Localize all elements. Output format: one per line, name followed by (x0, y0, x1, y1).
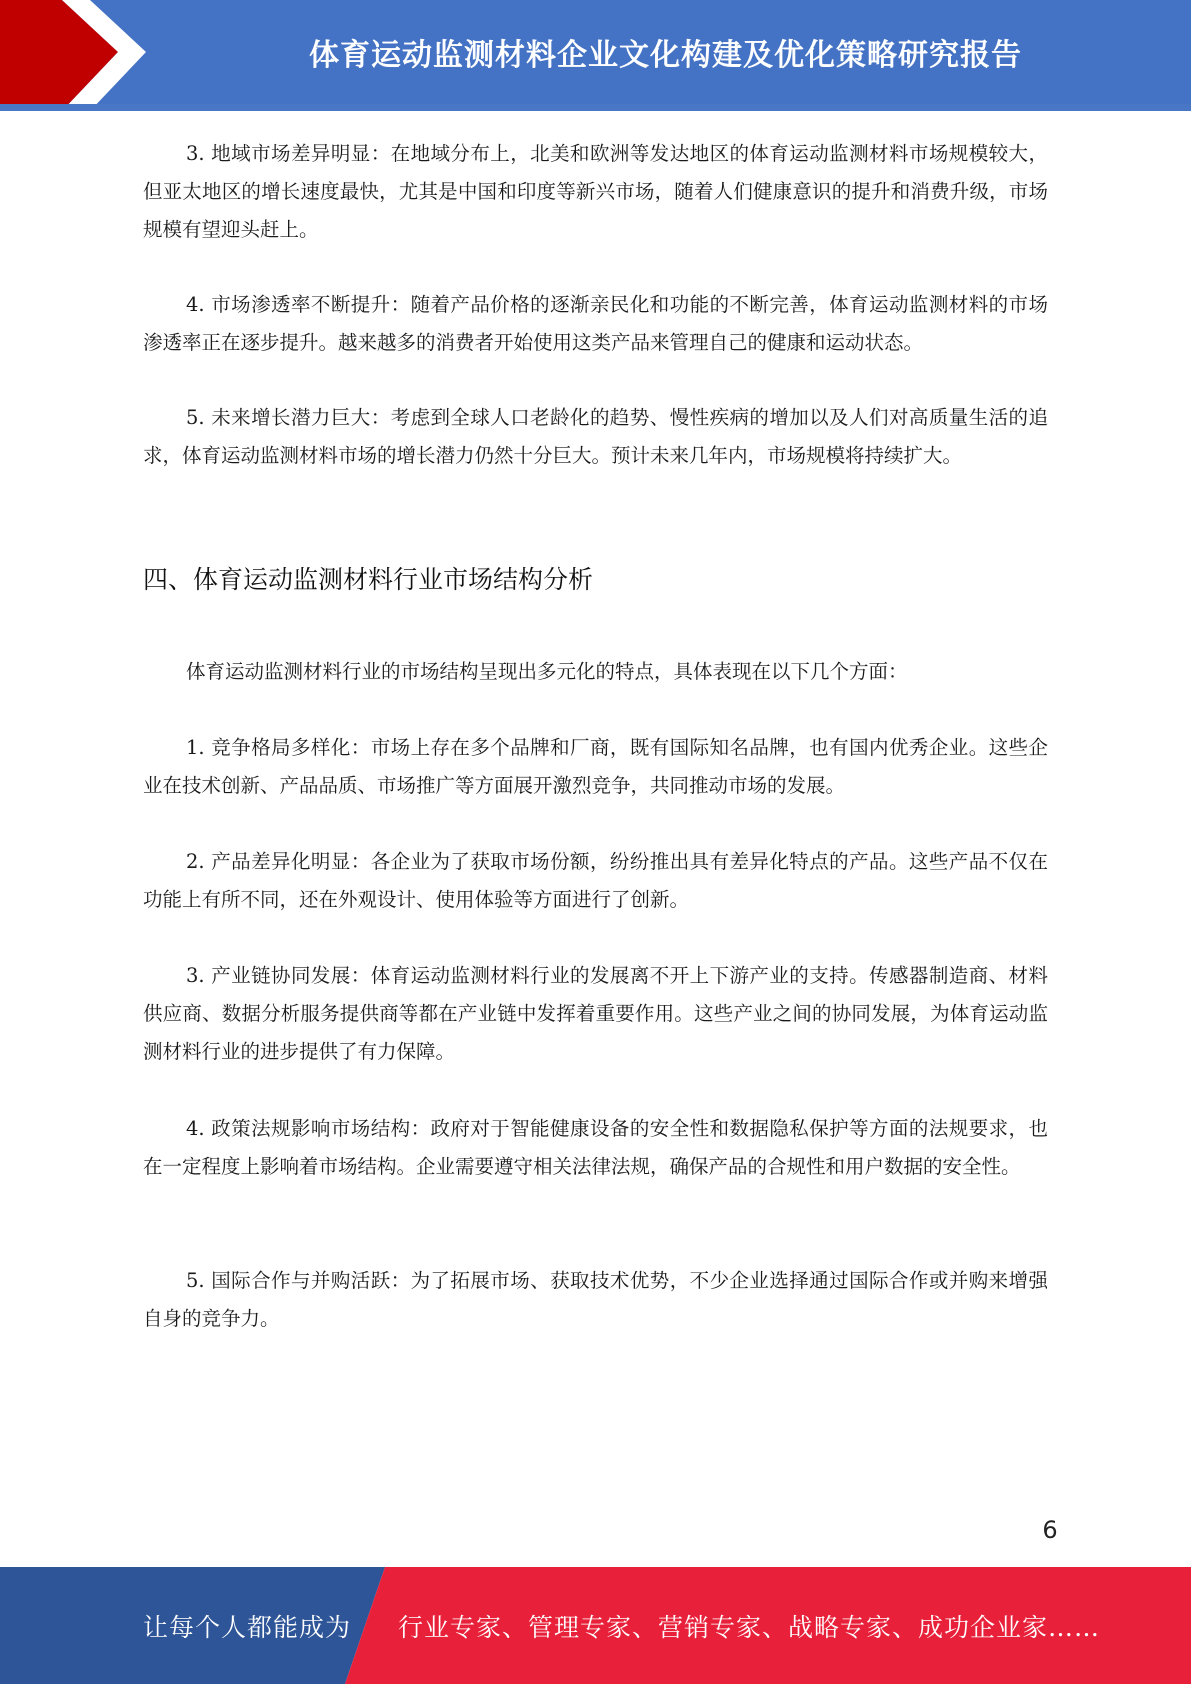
footer-slogan-right: 行业专家、管理专家、营销专家、战略专家、成功企业家…… (398, 1612, 1101, 1642)
list-item-cooperation: 5. 国际合作与并购活跃：为了拓展市场、获取技术优势，不少企业选择通过国际合作或并购来增强自身的竞争力。 (143, 1269, 1048, 1330)
paragraph-market-regional: 3. 地域市场差异明显：在地域分布上，北美和欧洲等发达地区的体育运动监测材料市场规模较大，但亚太地区的增长速度最快，尤其是中国和印度等新兴市场，随着人们健康意识的提升和消费升级，市场规模有望迎头赶上。 (143, 142, 1048, 241)
footer-slogan-left: 让每个人都能成为 (143, 1612, 352, 1642)
list-item-industry-chain: 3. 产业链协同发展：体育运动监测材料行业的发展离不开上下游产业的支持。传感器制造商、材料供应商、数据分析服务提供商等都在产业链中发挥着重要作用。这些产业之间的协同发展，为体育运动监测材料行业的进步提供了有力保障。 (143, 964, 1048, 1063)
report-title: 体育运动监测材料企业文化构建及优化策略研究报告 (309, 38, 1022, 73)
list-item-differentiation: 2. 产品差异化明显：各企业为了获取市场份额，纷纷推出具有差异化特点的产品。这些产品不仅在功能上有所不同，还在外观设计、使用体验等方面进行了创新。 (143, 850, 1048, 911)
list-item-competition: 1. 竞争格局多样化：市场上存在多个品牌和厂商，既有国际知名品牌，也有国内优秀企业。这些企业在技术创新、产品品质、市场推广等方面展开激烈竞争，共同推动市场的发展。 (143, 736, 1048, 797)
header-arrow-decoration (0, 0, 180, 111)
page-footer (0, 1567, 1191, 1684)
paragraph-market-potential: 5. 未来增长潜力巨大：考虑到全球人口老龄化的趋势、慢性疾病的增加以及人们对高质量生活的追求，体育运动监测材料市场的增长潜力仍然十分巨大。预计未来几年内，市场规模将持续扩大。 (143, 406, 1048, 467)
page-number: 6 (1042, 1516, 1058, 1544)
page-header (0, 0, 1191, 111)
section-intro: 体育运动监测材料行业的市场结构呈现出多元化的特点，具体表现在以下几个方面： (186, 660, 908, 683)
section-heading: 四、体育运动监测材料行业市场结构分析 (143, 565, 594, 594)
paragraph-market-penetration: 4. 市场渗透率不断提升：随着产品价格的逐渐亲民化和功能的不断完善，体育运动监测材料的市场渗透率正在逐步提升。越来越多的消费者开始使用这类产品来管理自己的健康和运动状态。 (143, 293, 1048, 354)
list-item-policy: 4. 政策法规影响市场结构：政府对于智能健康设备的安全性和数据隐私保护等方面的法规要求，也在一定程度上影响着市场结构。企业需要遵守相关法律法规，确保产品的合规性和用户数据的安全性。 (143, 1117, 1048, 1178)
header-underline (0, 104, 1191, 111)
